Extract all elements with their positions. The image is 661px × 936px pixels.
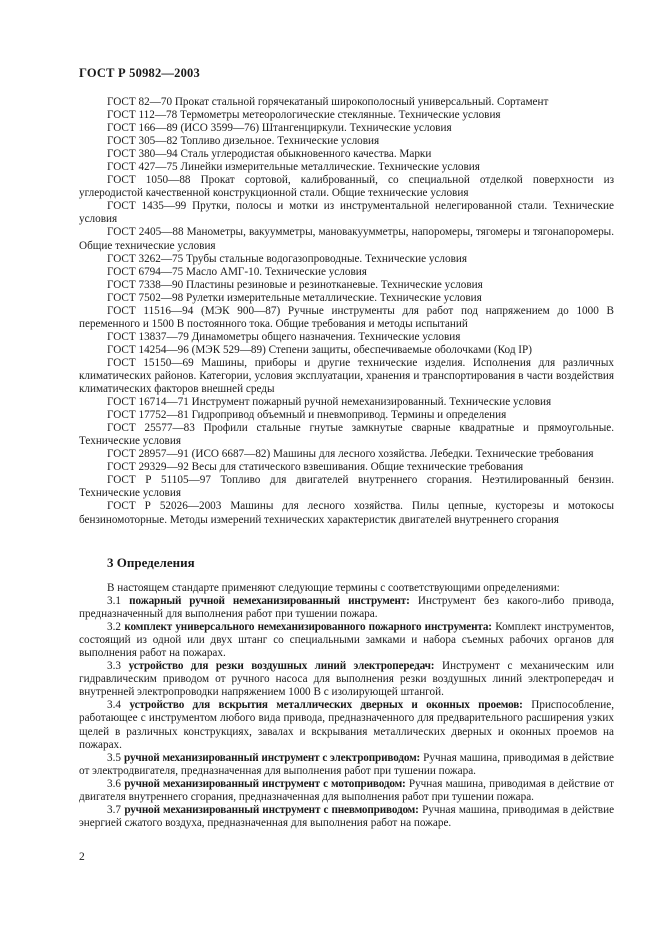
definitions-intro: В настоящем стандарте применяют следующие термины с соответствующими определениями: [107,582,560,594]
definition-item [79,595,614,621]
definition-number: 3.2 [107,621,121,634]
reference-item: ГОСТ 2405—88 Манометры, вакуумметры, мановакуумметры, напоромеры, тягомеры и тягонапоромеры. Общие технические условия [79,226,614,252]
reference-item: ГОСТ 29329—92 Весы для статического взвешивания. Общие технические требования [107,461,524,474]
reference-item: ГОСТ 7338—90 Пластины резиновые и резинотканевые. Технические условия [107,278,483,291]
definition-number: 3.7 [107,803,121,816]
definition-number: 3.4 [107,699,121,712]
definition-term: ручной механизированный инструмент с пневмоприводом: [124,803,419,816]
definition-text: Ручная машина, приводимая в действие от двигателя внутреннего сгорания, предназначенная для выполнения работ при тушении пожара. [79,777,614,803]
definition-term: ручной механизированный инструмент с электроприводом: [124,751,421,764]
definition-text: Приспособление, работающее с инструментом любого вида привода, предназначенного для предварительного расширения узких щелей в различных конструкциях, завалах и вскрывания металлических дверных и оконных проемов на пожарах. [79,699,615,751]
definition-text: Инструмент без какого-либо привода, предназначенный для выполнения работ при тушении пожара. [79,595,614,621]
reference-item: ГОСТ 28957—91 (ИСО 6687—82) Машины для лесного хозяйства. Лебедки. Технические требования [107,448,594,461]
definition-number: 3.1 [107,595,121,608]
reference-item: ГОСТ 1050—88 Прокат сортовой, калиброванный, со специальной отделкой поверхности из углеродистой качественной конструкционной стали. Общие технические условия [79,174,614,200]
reference-item: ГОСТ 82—70 Прокат стальной горячекатаный широкополосный универсальный. Сортамент [107,96,549,108]
reference-item: ГОСТ 17752—81 Гидропривод объемный и пневмопривод. Термины и определения [107,409,507,422]
page-number: 2 [79,851,85,863]
reference-item: ГОСТ 14254—96 (МЭК 529—89) Степени защиты, обеспечиваемые оболочками (Код IP) [107,343,532,356]
definition-item [79,660,614,699]
document-header: ГОСТ Р 50982—2003 [79,66,200,80]
definition-number: 3.5 [107,751,121,764]
reference-item: ГОСТ 305—82 Топливо дизельное. Технические условия [107,135,380,148]
reference-item: ГОСТ Р 51105—97 Топливо для двигателей внутреннего сгорания. Неэтилированный бензин. Технические условия [79,474,614,500]
definition-text: Инструмент с механическим или гидравлическим приводом от ручного насоса для выполнения резки воздушных линий электропередач и внутренней электропроводки напряжением 1000 В с изолирующей штангой. [79,660,615,699]
reference-item: ГОСТ 380—94 Сталь углеродистая обыкновенного качества. Марки [107,148,432,161]
reference-item: ГОСТ 6794—75 Масло АМГ-10. Технические условия [107,265,367,278]
normative-references [79,96,614,527]
reference-item: ГОСТ Р 52026—2003 Машины для лесного хозяйства. Пилы цепные, кусторезы и мотокосы бензиномоторные. Методы измерений технических характеристик двигателей внутреннего сгорания [79,500,614,526]
reference-item: ГОСТ 1435—99 Прутки, полосы и мотки из инструментальной нелегированной стали. Технические условия [79,200,614,226]
definition-item [79,621,614,660]
reference-item: ГОСТ 166—89 (ИСО 3599—76) Штангенциркули. Технические условия [107,122,452,135]
definition-number: 3.3 [107,660,121,673]
section-title: 3 Определения [107,555,195,570]
definition-term: пожарный ручной немеханизированный инструмент: [129,595,410,608]
definition-item [79,699,614,751]
reference-item: ГОСТ 7502—98 Рулетки измерительные металлические. Технические условия [107,291,482,304]
definition-term: ручной механизированный инструмент с мотоприводом: [124,777,406,790]
definition-text: Ручная машина, приводимая в действие от электродвигателя, предназначенная для выполнения работ при тушении пожара. [79,751,615,777]
definition-number: 3.6 [107,777,121,790]
reference-item: ГОСТ 25577—83 Профили стальные гнутые замкнутые сварные квадратные и прямоугольные. Технические условия [79,422,614,448]
reference-item: ГОСТ 13837—79 Динамометры общего назначения. Технические условия [107,330,461,343]
definition-item [79,752,614,778]
reference-item: ГОСТ 16714—71 Инструмент пожарный ручной немеханизированный. Технические условия [107,396,552,409]
definition-item [79,778,614,804]
reference-item: ГОСТ 15150—69 Машины, приборы и другие технические изделия. Исполнения для различных климатических районов. Категории, условия эксплуатации, хранения и транспортирования в части воздействия климатических факторов внешней среды [79,356,614,396]
definition-term: устройство для вскрытия металлических дверных и оконных проемов: [129,699,523,712]
definition-text: Ручная машина, приводимая в действие энергией сжатого воздуха, предназначенная для выполнения работ на пожаре. [79,803,615,829]
definition-term: устройство для резки воздушных линий электропередач: [128,660,435,673]
definition-item [79,804,614,830]
reference-item: ГОСТ 112—78 Термометры метеорологические стеклянные. Технические условия [107,109,501,122]
reference-item: ГОСТ 11516—94 (МЭК 900—87) Ручные инструменты для работ под напряжением до 1000 В переменного и 1500 В постоянного тока. Общие требования и методы испытаний [79,304,614,330]
reference-item: ГОСТ 427—75 Линейки измерительные металлические. Технические условия [107,161,480,174]
definition-term: комплект универсального немеханизированного пожарного инструмента: [124,621,492,634]
definitions [79,582,614,830]
definition-text: Комплект инструментов, состоящий из одной или двух штанг со специальными замками и набора съемных рабочих органов для выполнения работ на пожарах. [79,621,615,660]
reference-item: ГОСТ 3262—75 Трубы стальные водогазопроводные. Технические условия [107,252,467,265]
